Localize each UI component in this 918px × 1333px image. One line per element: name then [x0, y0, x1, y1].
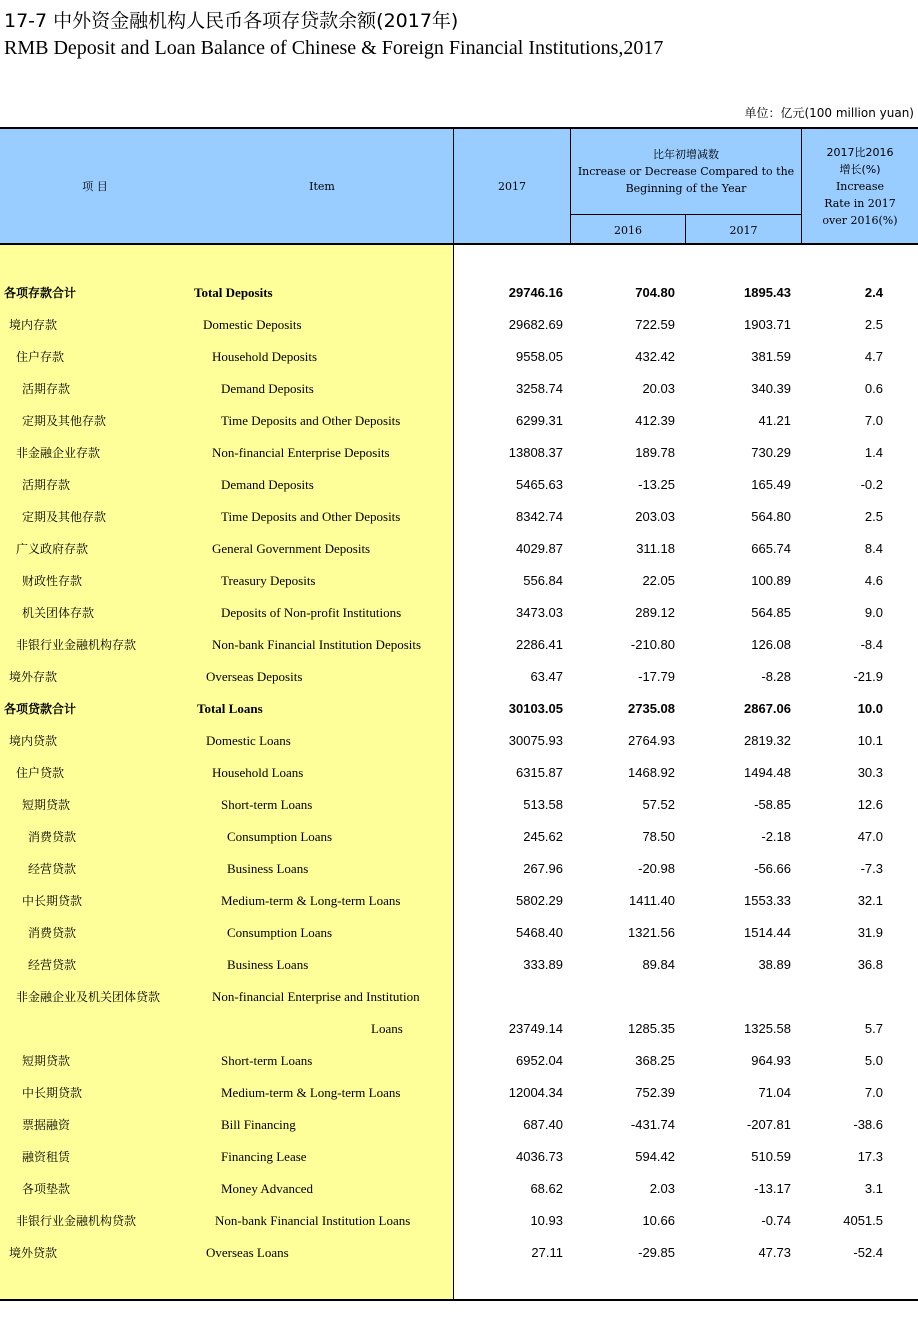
row-label-en: Demand Deposits — [221, 381, 314, 396]
cell-balance-2017: 63.47 — [530, 669, 563, 684]
cell-growth-rate: -8.4 — [860, 637, 883, 652]
cell-change-2017: 126.08 — [751, 637, 791, 652]
cell-change-2016: 57.52 — [642, 797, 675, 812]
cell-growth-rate: -0.2 — [860, 477, 883, 492]
table-row — [0, 1045, 918, 1077]
row-label-en: Business Loans — [227, 957, 309, 972]
table-row — [0, 1077, 918, 1109]
table-row — [0, 437, 918, 469]
cell-balance-2017: 9558.05 — [516, 349, 563, 364]
table-row — [0, 853, 918, 885]
cell-balance-2017: 13808.37 — [508, 445, 563, 460]
cell-growth-rate: -21.9 — [853, 669, 883, 684]
table-row — [0, 341, 918, 373]
header-year: 2017 — [498, 180, 526, 193]
table-row — [0, 597, 918, 629]
header-rate: 2017比2016 — [826, 146, 894, 159]
cell-balance-2017: 29682.69 — [508, 317, 563, 332]
cell-growth-rate: 10.0 — [857, 701, 883, 716]
row-label-en: Domestic Deposits — [203, 317, 302, 332]
row-label-cn: 中长期贷款 — [22, 894, 83, 908]
cell-growth-rate: -52.4 — [853, 1245, 883, 1260]
row-label-cn: 机关团体存款 — [22, 606, 95, 620]
row-label-cn: 财政性存款 — [22, 574, 83, 588]
cell-growth-rate: -38.6 — [853, 1117, 883, 1132]
row-label-en: Total Loans — [197, 701, 263, 716]
cell-change-2017: 38.89 — [758, 957, 791, 972]
cell-change-2017: 47.73 — [758, 1245, 791, 1260]
row-label-cn: 短期贷款 — [22, 1054, 71, 1068]
cell-change-2016: 189.78 — [635, 445, 675, 460]
row-label-cn: 中长期贷款 — [22, 1086, 83, 1100]
cell-change-2016: 1468.92 — [628, 765, 675, 780]
row-label-cn: 非金融企业及机关团体贷款 — [16, 990, 161, 1004]
row-label-cn: 融资租赁 — [22, 1150, 71, 1164]
row-label-cn: 消费贷款 — [28, 926, 77, 940]
cell-balance-2017: 333.89 — [523, 957, 563, 972]
cell-change-2016: 1321.56 — [628, 925, 675, 940]
cell-change-2017: -58.85 — [754, 797, 791, 812]
cell-balance-2017: 5802.29 — [516, 893, 563, 908]
cell-balance-2017: 556.84 — [523, 573, 563, 588]
cell-growth-rate: 0.6 — [864, 381, 883, 396]
cell-change-2017: 2867.06 — [744, 701, 791, 716]
table-row — [0, 1141, 918, 1173]
cell-change-2017: -207.81 — [746, 1117, 791, 1132]
row-label-cn: 境外存款 — [9, 670, 58, 684]
cell-growth-rate: 7.0 — [864, 413, 883, 428]
table-row — [0, 789, 918, 821]
cell-balance-2017: 30075.93 — [508, 733, 563, 748]
row-label-cn: 各项存款合计 — [4, 286, 77, 300]
cell-growth-rate: 12.6 — [857, 797, 883, 812]
row-label-en: Non-financial Enterprise and Institution — [212, 989, 420, 1004]
cell-growth-rate: 3.1 — [864, 1181, 883, 1196]
cell-change-2016: -20.98 — [638, 861, 675, 876]
cell-balance-2017: 30103.05 — [508, 701, 563, 716]
cell-growth-rate: 4051.5 — [843, 1213, 883, 1228]
table-row — [0, 629, 918, 661]
cell-balance-2017: 29746.16 — [508, 285, 563, 300]
cell-growth-rate: -7.3 — [860, 861, 883, 876]
header-rate: Rate in 2017 — [824, 197, 896, 210]
table-row — [0, 1205, 918, 1237]
cell-change-2016: -13.25 — [638, 477, 675, 492]
cell-balance-2017: 687.40 — [523, 1117, 563, 1132]
row-label-en: Total Deposits — [194, 285, 273, 300]
row-label-en: Non-bank Financial Institution Deposits — [212, 637, 422, 652]
header-change-cn: 比年初增减数 — [653, 148, 719, 161]
cell-change-2016: 289.12 — [635, 605, 675, 620]
table-row — [0, 277, 918, 309]
row-label-cn: 各项垫款 — [22, 1182, 71, 1196]
header-change-en: Increase or Decrease Compared to the — [577, 165, 795, 178]
cell-change-2017: 1514.44 — [744, 925, 791, 940]
table-row — [0, 949, 918, 981]
row-label-cn: 境内存款 — [9, 318, 58, 332]
cell-change-2016: 203.03 — [635, 509, 675, 524]
cell-growth-rate: 5.7 — [864, 1021, 883, 1036]
cell-balance-2017: 12004.34 — [508, 1085, 563, 1100]
header-bottom-rule — [0, 243, 918, 245]
row-label-en: Time Deposits and Other Deposits — [221, 413, 401, 428]
row-label-en: Non-financial Enterprise Deposits — [212, 445, 390, 460]
cell-change-2016: 311.18 — [636, 541, 675, 556]
row-label-en: Overseas Deposits — [206, 669, 303, 684]
table-row — [0, 533, 918, 565]
cell-balance-2017: 68.62 — [530, 1181, 563, 1196]
cell-change-2016: -29.85 — [638, 1245, 675, 1260]
cell-balance-2017: 5465.63 — [516, 477, 563, 492]
cell-balance-2017: 6952.04 — [516, 1053, 563, 1068]
row-label-cn: 广义政府存款 — [16, 542, 89, 556]
table-row — [0, 885, 918, 917]
cell-balance-2017: 4036.73 — [516, 1149, 563, 1164]
cell-change-2017: 100.89 — [751, 573, 791, 588]
cell-growth-rate: 32.1 — [857, 893, 883, 908]
cell-change-2017: 1903.71 — [744, 317, 791, 332]
table-row — [0, 661, 918, 693]
cell-growth-rate: 5.0 — [864, 1053, 883, 1068]
row-label-cn: 经营贷款 — [28, 862, 77, 876]
table-row — [0, 917, 918, 949]
cell-balance-2017: 5468.40 — [516, 925, 563, 940]
cell-change-2017: 510.59 — [751, 1149, 791, 1164]
cell-change-2016: 368.25 — [635, 1053, 675, 1068]
cell-change-2017: -13.17 — [754, 1181, 791, 1196]
cell-balance-2017: 245.62 — [523, 829, 563, 844]
cell-growth-rate: 47.0 — [857, 829, 883, 844]
cell-growth-rate: 1.4 — [864, 445, 883, 460]
cell-change-2017: 665.74 — [751, 541, 791, 556]
cell-change-2017: 1553.33 — [744, 893, 791, 908]
header-item-cn: 项 目 — [82, 180, 108, 193]
top-rule — [0, 127, 918, 129]
row-label-en: Financing Lease — [221, 1149, 307, 1164]
row-label-cn: 经营贷款 — [28, 958, 77, 972]
cell-change-2016: 704.80 — [635, 285, 675, 300]
header-rate: over 2016(%) — [822, 214, 898, 227]
cell-change-2016: 594.42 — [635, 1149, 675, 1164]
cell-change-2017: 1494.48 — [744, 765, 791, 780]
cell-change-2016: 78.50 — [642, 829, 675, 844]
row-label-en: Treasury Deposits — [221, 573, 316, 588]
cell-change-2017: 1895.43 — [744, 285, 791, 300]
row-label-cn: 定期及其他存款 — [22, 414, 107, 428]
row-label-en: Household Deposits — [212, 349, 318, 364]
row-label-en: Loans — [371, 1021, 403, 1036]
row-label-en: Short-term Loans — [221, 1053, 313, 1068]
table-row — [0, 565, 918, 597]
row-label-cn: 境外贷款 — [9, 1246, 58, 1260]
row-label-cn: 非金融企业存款 — [16, 446, 101, 460]
cell-change-2017: -2.18 — [761, 829, 791, 844]
cell-balance-2017: 6299.31 — [516, 413, 563, 428]
cell-growth-rate: 8.4 — [864, 541, 883, 556]
row-label-cn: 各项贷款合计 — [4, 702, 77, 716]
row-label-cn: 消费贷款 — [28, 830, 77, 844]
cell-balance-2017: 3258.74 — [516, 381, 563, 396]
cell-growth-rate: 30.3 — [857, 765, 883, 780]
cell-change-2017: 71.04 — [758, 1085, 791, 1100]
header-change-2016: 2016 — [614, 224, 642, 237]
table-row — [0, 501, 918, 533]
table-row — [0, 1013, 918, 1045]
cell-change-2016: 1285.35 — [628, 1021, 675, 1036]
row-label-en: Time Deposits and Other Deposits — [221, 509, 401, 524]
cell-change-2016: -17.79 — [638, 669, 675, 684]
cell-change-2017: 165.49 — [751, 477, 791, 492]
header-rate: Increase — [835, 180, 885, 193]
table-title-en: RMB Deposit and Loan Balance of Chinese & Foreign Financial Institutions,2017 — [4, 37, 664, 59]
row-label-en: Deposits of Non-profit Institutions — [221, 605, 402, 620]
cell-change-2016: 412.39 — [635, 413, 675, 428]
row-label-cn: 活期存款 — [22, 478, 71, 492]
header-rate: 增长(%) — [839, 163, 881, 176]
cell-growth-rate: 7.0 — [864, 1085, 883, 1100]
cell-change-2016: 752.39 — [635, 1085, 675, 1100]
cell-growth-rate: 4.6 — [864, 573, 883, 588]
cell-change-2017: -8.28 — [761, 669, 791, 684]
row-label-en: Demand Deposits — [221, 477, 314, 492]
cell-growth-rate: 4.7 — [864, 349, 883, 364]
row-label-cn: 定期及其他存款 — [22, 510, 107, 524]
cell-change-2016: 2735.08 — [628, 701, 675, 716]
cell-balance-2017: 513.58 — [523, 797, 563, 812]
row-label-en: Consumption Loans — [227, 925, 333, 940]
cell-change-2017: 2819.32 — [744, 733, 791, 748]
cell-growth-rate: 17.3 — [857, 1149, 883, 1164]
cell-change-2016: 722.59 — [635, 317, 675, 332]
header-change-2017: 2017 — [729, 224, 758, 237]
table-row — [0, 1237, 918, 1269]
cell-change-2016: 1411.40 — [628, 893, 675, 908]
table-row — [0, 405, 918, 437]
cell-change-2016: 10.66 — [642, 1213, 675, 1228]
cell-change-2017: 564.85 — [751, 605, 791, 620]
row-label-cn: 活期存款 — [22, 382, 71, 396]
cell-change-2017: 340.39 — [751, 381, 791, 396]
cell-change-2017: 41.21 — [758, 413, 791, 428]
cell-balance-2017: 4029.87 — [516, 541, 563, 556]
cell-growth-rate: 9.0 — [864, 605, 883, 620]
cell-growth-rate: 2.5 — [864, 509, 883, 524]
cell-balance-2017: 27.11 — [531, 1245, 563, 1260]
row-label-en: General Government Deposits — [212, 541, 371, 556]
cell-change-2016: 22.05 — [642, 573, 675, 588]
row-label-cn: 短期贷款 — [22, 798, 71, 812]
cell-growth-rate: 36.8 — [857, 957, 883, 972]
row-label-cn: 票据融资 — [22, 1118, 71, 1132]
row-label-en: Non-bank Financial Institution Loans — [215, 1213, 411, 1228]
cell-change-2017: -0.74 — [761, 1213, 791, 1228]
cell-growth-rate: 31.9 — [857, 925, 883, 940]
row-label-cn: 住户存款 — [16, 350, 65, 364]
table-row — [0, 693, 918, 725]
row-label-en: Medium-term & Long-term Loans — [221, 893, 401, 908]
table-title-cn: 17-7 中外资金融机构人民币各项存贷款余额(2017年) — [4, 10, 459, 32]
row-label-en: Household Loans — [212, 765, 304, 780]
cell-balance-2017: 10.93 — [530, 1213, 563, 1228]
cell-change-2016: 89.84 — [642, 957, 675, 972]
header-change-en: Beginning of the Year — [625, 182, 747, 195]
header-item-en: Item — [309, 180, 335, 193]
row-label-en: Short-term Loans — [221, 797, 313, 812]
table-row — [0, 821, 918, 853]
row-label-en: Bill Financing — [221, 1117, 296, 1132]
cell-change-2017: -56.66 — [754, 861, 791, 876]
cell-balance-2017: 267.96 — [523, 861, 563, 876]
cell-balance-2017: 2286.41 — [516, 637, 563, 652]
cell-change-2017: 381.59 — [751, 349, 791, 364]
row-label-en: Domestic Loans — [206, 733, 291, 748]
cell-change-2016: -210.80 — [630, 637, 675, 652]
cell-balance-2017: 6315.87 — [516, 765, 563, 780]
cell-balance-2017: 23749.14 — [508, 1021, 563, 1036]
cell-change-2016: -431.74 — [630, 1117, 675, 1132]
table-row — [0, 373, 918, 405]
cell-balance-2017: 8342.74 — [516, 509, 563, 524]
cell-growth-rate: 10.1 — [857, 733, 883, 748]
table-row — [0, 725, 918, 757]
table-row — [0, 981, 918, 1013]
table-row — [0, 1173, 918, 1205]
row-label-en: Medium-term & Long-term Loans — [221, 1085, 401, 1100]
cell-change-2017: 730.29 — [751, 445, 791, 460]
cell-change-2016: 2764.93 — [628, 733, 675, 748]
row-label-cn: 境内贷款 — [9, 734, 58, 748]
row-label-cn: 非银行业金融机构存款 — [16, 638, 137, 652]
row-label-en: Consumption Loans — [227, 829, 333, 844]
row-label-cn: 非银行业金融机构贷款 — [16, 1214, 137, 1228]
cell-change-2016: 2.03 — [649, 1181, 675, 1196]
row-label-en: Money Advanced — [221, 1181, 314, 1196]
cell-change-2016: 432.42 — [635, 349, 675, 364]
unit-label: 单位：亿元(100 million yuan) — [744, 106, 914, 120]
row-label-cn: 住户贷款 — [16, 766, 65, 780]
cell-change-2017: 564.80 — [751, 509, 791, 524]
cell-growth-rate: 2.4 — [864, 285, 883, 300]
table-row — [0, 309, 918, 341]
table-row — [0, 469, 918, 501]
cell-change-2017: 964.93 — [751, 1053, 791, 1068]
bottom-rule — [0, 1299, 918, 1301]
row-label-en: Business Loans — [227, 861, 309, 876]
cell-growth-rate: 2.5 — [864, 317, 883, 332]
table-row — [0, 1109, 918, 1141]
cell-balance-2017: 3473.03 — [516, 605, 563, 620]
row-label-en: Overseas Loans — [206, 1245, 289, 1260]
cell-change-2017: 1325.58 — [744, 1021, 791, 1036]
table-row — [0, 757, 918, 789]
cell-change-2016: 20.03 — [642, 381, 675, 396]
